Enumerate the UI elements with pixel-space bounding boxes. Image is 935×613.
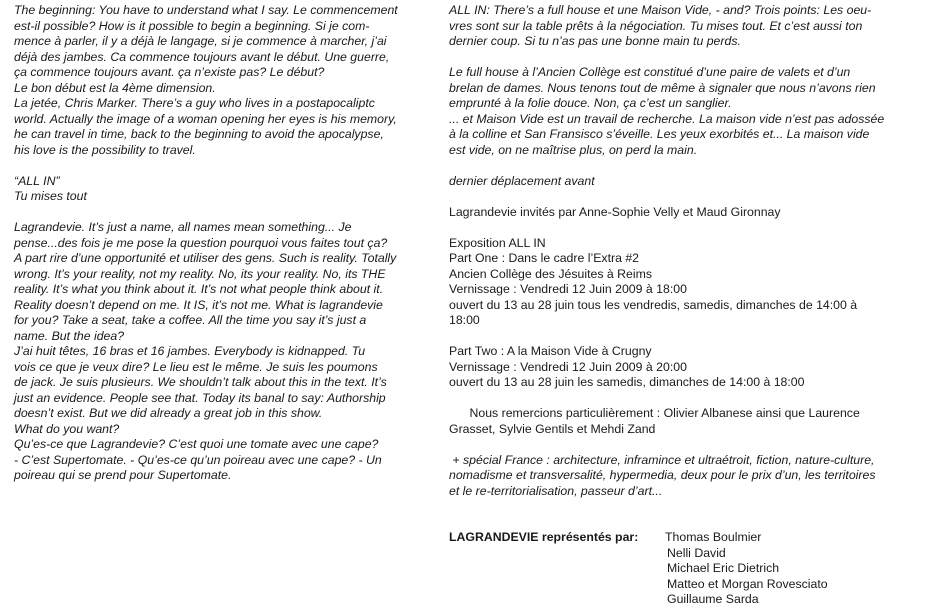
- artist-name: Guillaume Sarda: [667, 592, 759, 606]
- artist-name: Matteo et Morgan Rovesciato: [667, 576, 828, 591]
- text-line: dernier coup. Si tu n’as pas une bonne main tu perds.: [449, 34, 741, 48]
- text-line: Exposition ALL IN: [449, 235, 546, 250]
- text-line: Lagrandevie invités par Anne-Sophie Velly et Maud Gironnay: [449, 204, 781, 219]
- text-line: ouvert du 13 au 28 juin tous les vendredis, samedis, dimanches de 14:00 à: [449, 297, 858, 312]
- artist-name: Michael Eric Dietrich: [667, 561, 780, 575]
- represented-row: [449, 561, 927, 577]
- right-text-column: [449, 3, 927, 608]
- text-line: world. Actually the image of a woman opening her eyes is his memory,: [14, 111, 397, 126]
- text-line: poireau qui se prend pour Supertomate.: [14, 468, 232, 482]
- text-line: ça commence toujours avant. ça n’existe pas? Le début?: [14, 65, 325, 79]
- represented-by-block: [449, 530, 927, 608]
- text-line: Reality doesn’t depend on me. It IS, it’s not me. What is lagrandevie: [14, 297, 383, 312]
- text-line: Qu’es-ce que Lagrandevie? C’est quoi une tomate avec une cape?: [14, 437, 379, 451]
- text-line: he can travel in time, back to the beginning to avoid the apocalypse,: [14, 127, 384, 141]
- text-line: mence à parler, il y a déjà le langage, si je commence à marcher, j’ai: [14, 34, 387, 48]
- text-line: + spécial France : architecture, inframince et ultraétroit, fiction, nature-culture,: [449, 452, 875, 467]
- text-line: Tu mises tout: [14, 189, 87, 203]
- text-line: for you? Take a seat, take a coffee. All the time you say it’s just a: [14, 313, 367, 327]
- text-line: et le re-territorialisation, passeur d’art...: [449, 483, 663, 498]
- represented-by-label: LAGRANDEVIE représentés par:: [449, 530, 639, 544]
- text-line: doesn’t exist. But we did already a great job in this show.: [14, 406, 323, 420]
- blank-line: [449, 515, 927, 531]
- left-text-column: [14, 3, 426, 484]
- represented-row: [449, 546, 927, 562]
- text-line: ALL IN: There’s a full house et une Maison Vide, - and? Trois points: Les oeu-: [449, 3, 872, 17]
- represented-row: [449, 530, 927, 546]
- text-line: Le full house à l’Ancien Collège est constitué d’une paire de valets et d’un: [449, 65, 851, 79]
- blank-line: [14, 205, 426, 221]
- text-line: Lagrandevie. It’s just a name, all names mean something... Je: [14, 220, 352, 234]
- blank-line: [449, 329, 927, 345]
- artist-name: Nelli David: [667, 545, 726, 560]
- text-line: est-il possible? How is it possible to begin a beginning. Si je com-: [14, 18, 370, 33]
- text-line: Vernissage : Vendredi 12 Juin 2009 à 18:00: [449, 282, 687, 296]
- text-line: nomadisme et transversalité, hypermedia, deux pour le prix d’un, les territoires: [449, 468, 876, 482]
- text-line: J’ai huit têtes, 16 bras et 16 jambes. Everybody is kidnapped. Tu: [14, 344, 366, 358]
- text-line: - C’est Supertomate. - Qu’es-ce qu’un poireau avec une cape? - Un: [14, 452, 382, 467]
- text-line: Le bon début est la 4ème dimension.: [14, 80, 216, 95]
- text-line: déjà des jambes. Ca commence toujours avant le début. Une guerre,: [14, 49, 390, 64]
- text-line: just an evidence. People see that. Today its banal to say: Authorship: [14, 390, 386, 405]
- text-line: The beginning: You have to understand what I say. Le commencement: [14, 3, 398, 17]
- text-line: ouvert du 13 au 28 juin les samedis, dimanches de 14:00 à 18:00: [449, 375, 805, 389]
- text-line: est vide, on ne maîtrise plus, on perd la main.: [449, 142, 698, 157]
- text-line: What do you want?: [14, 421, 120, 436]
- text-line: de jack. Je suis plusieurs. We shouldn’t talk about this in the text. It’s: [14, 375, 387, 389]
- text-line: La jetée, Chris Marker. There’s a guy who lives in a postapocaliptc: [14, 96, 375, 110]
- text-line: wrong. It’s your reality, not my reality. No, its your reality. No, its THE: [14, 266, 386, 281]
- text-line: vres sont sur la table prêts à la négociation. Tu mises tout. Et c’est aussi ton: [449, 18, 863, 33]
- text-line: dernier déplacement avant: [449, 173, 595, 188]
- represented-row: [449, 577, 927, 593]
- right-text-block: [449, 3, 927, 530]
- text-line: name. But the idea?: [14, 328, 125, 343]
- text-line: brelan de dames. Nous tenons tout de même à signaler que nous n’avons rien: [449, 80, 876, 95]
- text-line: vois ce que je veux dire? Le lieu est le même. Je suis les poumons: [14, 359, 378, 374]
- text-line: Vernissage : Vendredi 12 Juin 2009 à 20:00: [449, 359, 687, 374]
- text-line: “ALL IN”: [14, 173, 60, 188]
- blank-line: [449, 220, 927, 236]
- text-line: ... et Maison Vide est un travail de recherche. La maison vide n’est pas adossée: [449, 111, 885, 126]
- text-line: Grasset, Sylvie Gentils et Mehdi Zand: [449, 421, 656, 436]
- text-line: emprunté à la folie douce. Non, ça c’est un sanglier.: [449, 96, 732, 110]
- text-line: pense...des fois je me pose la question pourquoi vous faites tout ça?: [14, 235, 388, 250]
- blank-line: [449, 50, 927, 66]
- text-line: Part Two : A la Maison Vide à Crugny: [449, 344, 652, 358]
- text-line: Nous remercions particulièrement : Olivier Albanese ainsi que Laurence: [449, 406, 860, 420]
- text-line: his love is the possibility to travel.: [14, 142, 196, 157]
- text-line: A part rire d’une opportunité et utiliser des gens. Such is reality. Totally: [14, 251, 397, 265]
- text-line: à la colline et San Fransisco s’éveille. Les yeux exorbités et... La maison vide: [449, 127, 870, 141]
- blank-line: [449, 391, 927, 407]
- text-line: reality. It’s what you think about it. It’s not what people think about it.: [14, 282, 384, 296]
- text-line: Part One : Dans le cadre l’Extra #2: [449, 251, 640, 265]
- blank-line: [449, 189, 927, 205]
- blank-line: [14, 158, 426, 174]
- blank-line: [449, 158, 927, 174]
- blank-line: [449, 499, 927, 515]
- text-line: 18:00: [449, 313, 480, 327]
- artist-name: Thomas Boulmier: [665, 530, 762, 544]
- represented-row: [449, 592, 927, 608]
- text-line: Ancien Collège des Jésuites à Reims: [449, 266, 653, 281]
- blank-line: [449, 437, 927, 453]
